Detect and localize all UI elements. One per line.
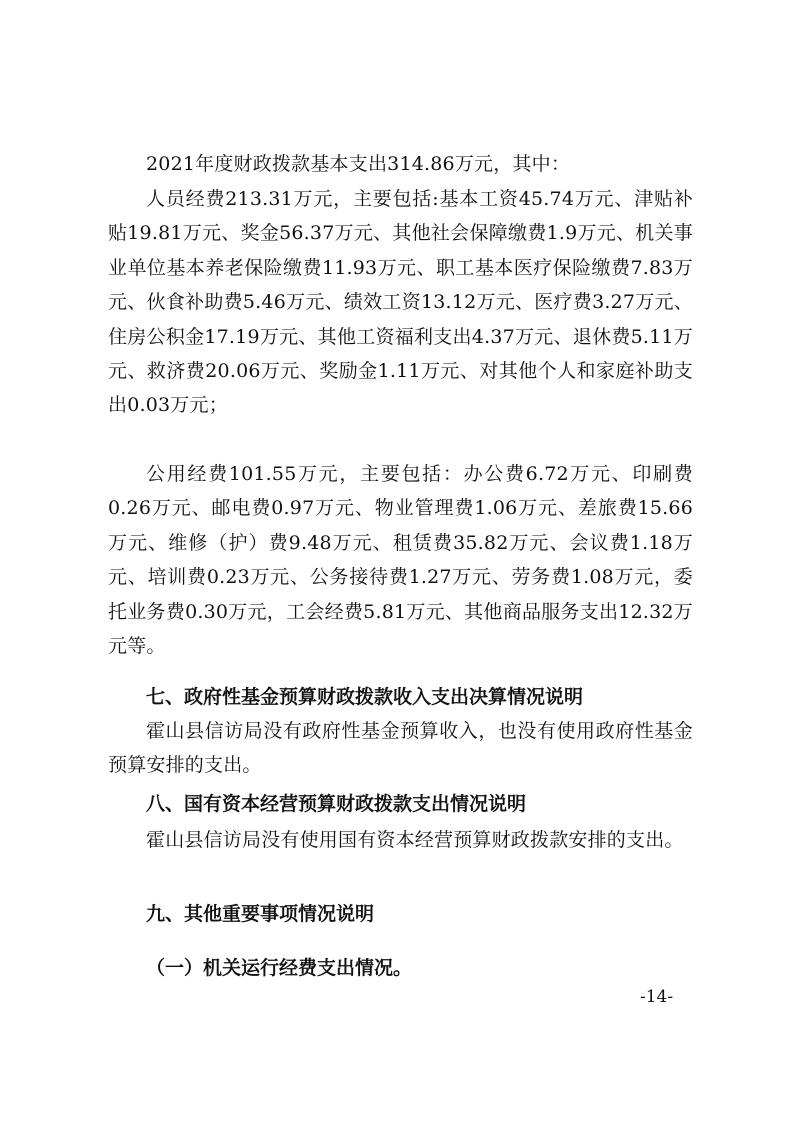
fund-budget-paragraph: 霍山县信访局没有政府性基金预算收入，也没有使用政府性基金预算安排的支出。 [108, 720, 693, 777]
basic-spending-paragraph: 2021年度财政拨款基本支出314.86万元，其中： [146, 153, 571, 175]
state-capital-paragraph: 霍山县信访局没有使用国有资本经营预算财政拨款安排的支出。 [146, 829, 684, 851]
section-9-heading: 九、其他重要事项情况说明 [146, 903, 375, 925]
section-8-heading: 八、国有资本经营预算财政拨款支出情况说明 [146, 793, 527, 815]
subsection-1-heading: （一）机关运行经费支出情况。 [146, 957, 413, 979]
page-number: -14- [640, 987, 674, 1007]
public-expense-paragraph: 公用经费101.55万元，主要包括：办公费6.72万元、印刷费0.26万元、邮电费0.97万元、物业管理费1.06万元、差旅费15.66万元、维修（护）费9.48万元、租赁费35.82万元、会议费1.18万元、培训费0.23万元、公务接待费1.27万元、劳务费1.08万元，委托业务费0.30万元，工会经费5.81万元、其他商品服务支出12.32万元等。 [108, 463, 693, 658]
section-7-heading: 七、政府性基金预算财政拨款收入支出决算情况说明 [146, 686, 584, 708]
personnel-expense-paragraph: 人员经费213.31万元，主要包括:基本工资45.74万元、津贴补贴19.81万元、奖金56.37万元、其他社会保障缴费1.9万元、机关事业单位基本养老保险缴费11.93万元、职工基本医疗保险缴费7.83万元、伙食补助费5.46万元、绩效工资13.12万元、医疗费3.27万元、住房公积金17.19万元、其他工资福利支出4.37万元、退休费5.11万元、救济费20.06万元、奖励金1.11万元、对其他个人和家庭补助支出0.03万元； [108, 188, 693, 417]
